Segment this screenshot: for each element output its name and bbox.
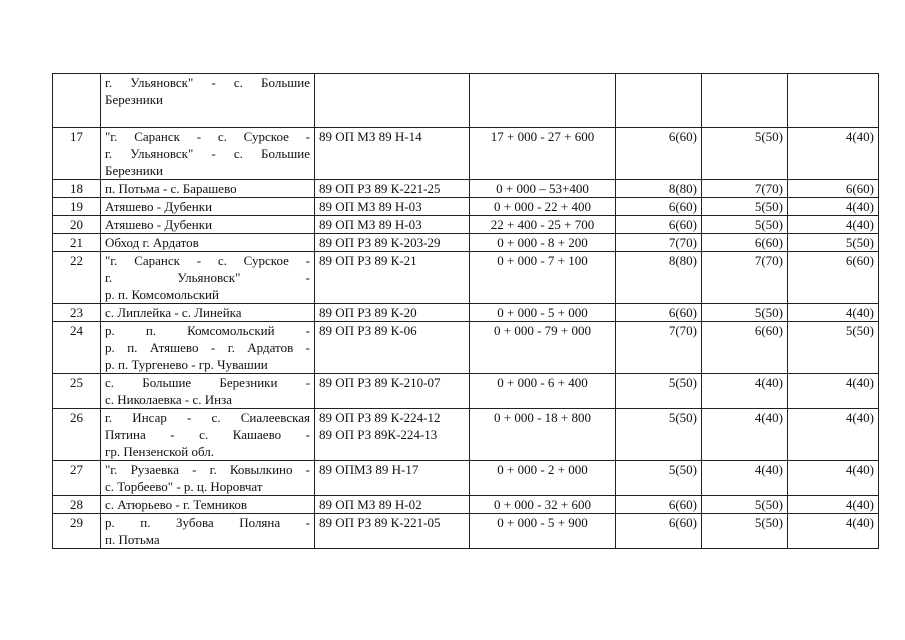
cell-road-name: [101, 409, 315, 461]
cell-road-code: [315, 198, 470, 216]
cell-value-2: 5(50): [702, 198, 788, 216]
cell-value-2: 5(50): [702, 216, 788, 234]
cell-road-code: [315, 216, 470, 234]
cell-value-1: 7(70): [616, 322, 702, 374]
cell-num: 27: [53, 461, 101, 496]
cell-num: 26: [53, 409, 101, 461]
road-code-line: 89 ОП РЗ 89 К-203-29: [319, 235, 441, 250]
cell-value-1: 6(60): [616, 496, 702, 514]
cell-km-range: 0 + 000 - 79 + 000: [470, 322, 616, 374]
cell-num: 18: [53, 180, 101, 198]
road-name-line: п. Потьма - с. Барашево: [105, 181, 237, 196]
cell-km-range: 0 + 000 - 6 + 400: [470, 374, 616, 409]
cell-value-1: [616, 74, 702, 128]
table-row: [53, 496, 879, 514]
cell-km-range: 0 + 000 - 5 + 900: [470, 514, 616, 549]
road-code-line: 89 ОП РЗ 89 К-06: [319, 323, 417, 338]
road-name-line: г. Ульяновск" - с. Большие: [105, 75, 310, 90]
cell-value-3: 4(40): [788, 128, 879, 180]
road-name-line: Атяшево - Дубенки: [105, 217, 213, 232]
road-code-line: 89 ОП РЗ 89 К-21: [319, 253, 417, 268]
road-name-line: Пятина - с. Кашаево -: [105, 427, 310, 442]
road-code-line: 89 ОП РЗ 89К-224-13: [319, 427, 438, 442]
cell-value-3: 4(40): [788, 216, 879, 234]
cell-km-range: 0 + 000 – 53+400: [470, 180, 616, 198]
cell-value-3: 4(40): [788, 374, 879, 409]
road-name-line: р. п. Тургенево - гр. Чувашии: [105, 357, 268, 372]
cell-value-2: 7(70): [702, 252, 788, 304]
cell-num: 28: [53, 496, 101, 514]
table-row: [53, 514, 879, 549]
road-name-line: р. п. Комсомольский: [105, 287, 219, 302]
road-name-line: Атяшево - Дубенки: [105, 199, 213, 214]
road-name-line: р. п. Зубова Поляна -: [105, 515, 310, 530]
cell-value-1: 8(80): [616, 252, 702, 304]
table-row: [53, 252, 879, 304]
cell-road-name: [101, 128, 315, 180]
cell-road-name: [101, 374, 315, 409]
cell-value-2: 4(40): [702, 461, 788, 496]
cell-num: 29: [53, 514, 101, 549]
cell-road-code: [315, 322, 470, 374]
cell-value-2: [702, 74, 788, 128]
road-name-line: Березники: [105, 163, 163, 178]
table-row: [53, 461, 879, 496]
cell-value-2: 6(60): [702, 322, 788, 374]
table-row: [53, 216, 879, 234]
cell-km-range: 22 + 400 - 25 + 700: [470, 216, 616, 234]
cell-value-1: 6(60): [616, 128, 702, 180]
cell-num: 24: [53, 322, 101, 374]
table-row: [53, 180, 879, 198]
cell-value-2: 5(50): [702, 304, 788, 322]
road-name-line: г. Ульяновск" -: [105, 270, 310, 285]
cell-value-1: 6(60): [616, 514, 702, 549]
cell-value-1: 5(50): [616, 461, 702, 496]
road-name-line: г. Ульяновск" - с. Большие: [105, 146, 310, 161]
cell-value-2: 5(50): [702, 514, 788, 549]
cell-num: 21: [53, 234, 101, 252]
table-row: [53, 322, 879, 374]
cell-value-3: 4(40): [788, 461, 879, 496]
cell-km-range: 0 + 000 - 32 + 600: [470, 496, 616, 514]
cell-road-name: [101, 216, 315, 234]
road-code-line: 89 ОП РЗ 89 К-221-25: [319, 181, 441, 196]
cell-value-2: 4(40): [702, 374, 788, 409]
cell-km-range: 0 + 000 - 5 + 000: [470, 304, 616, 322]
cell-km-range: 0 + 000 - 7 + 100: [470, 252, 616, 304]
cell-value-1: 5(50): [616, 374, 702, 409]
cell-road-name: [101, 304, 315, 322]
cell-num: 19: [53, 198, 101, 216]
cell-road-name: [101, 198, 315, 216]
table-row: [53, 409, 879, 461]
cell-road-name: [101, 74, 315, 128]
cell-road-code: [315, 374, 470, 409]
road-name-line: с. Большие Березники -: [105, 375, 310, 390]
cell-num: 22: [53, 252, 101, 304]
road-name-line: р. п. Атяшево - г. Ардатов -: [105, 340, 310, 355]
cell-value-3: 4(40): [788, 496, 879, 514]
cell-value-2: 6(60): [702, 234, 788, 252]
road-name-line: "г. Саранск - с. Сурское -: [105, 129, 310, 144]
cell-num: 25: [53, 374, 101, 409]
road-name-line: с. Николаевка - с. Инза: [105, 392, 233, 407]
cell-value-1: 6(60): [616, 198, 702, 216]
road-name-line: п. Потьма: [105, 532, 160, 547]
road-name-line: р. п. Комсомольский -: [105, 323, 310, 338]
cell-value-2: 5(50): [702, 496, 788, 514]
cell-road-code: [315, 514, 470, 549]
cell-value-3: 5(50): [788, 234, 879, 252]
cell-value-3: 4(40): [788, 409, 879, 461]
cell-value-1: 6(60): [616, 216, 702, 234]
cell-value-1: 7(70): [616, 234, 702, 252]
cell-road-code: [315, 252, 470, 304]
road-speed-table: [52, 73, 879, 549]
cell-road-name: [101, 252, 315, 304]
cell-value-3: 6(60): [788, 180, 879, 198]
cell-road-name: [101, 180, 315, 198]
cell-value-3: [788, 74, 879, 128]
cell-km-range: 0 + 000 - 18 + 800: [470, 409, 616, 461]
road-name-line: "г. Саранск - с. Сурское -: [105, 253, 310, 268]
cell-road-code: [315, 128, 470, 180]
road-code-line: 89 ОП РЗ 89 К-210-07: [319, 375, 441, 390]
cell-km-range: 17 + 000 - 27 + 600: [470, 128, 616, 180]
cell-km-range: [470, 74, 616, 128]
cell-road-name: [101, 322, 315, 374]
cell-km-range: 0 + 000 - 22 + 400: [470, 198, 616, 216]
table-row: [53, 128, 879, 180]
cell-road-name: [101, 496, 315, 514]
road-name-line: г. Инсар - с. Сиалеевская: [105, 410, 310, 425]
road-code-line: 89 ОП РЗ 89 К-221-05: [319, 515, 441, 530]
cell-num: 23: [53, 304, 101, 322]
cell-value-3: 6(60): [788, 252, 879, 304]
cell-road-code: [315, 496, 470, 514]
cell-road-code: [315, 74, 470, 128]
cell-num: 17: [53, 128, 101, 180]
road-code-line: 89 ОПМЗ 89 Н-17: [319, 462, 419, 477]
cell-road-name: [101, 514, 315, 549]
road-name-line: Березники: [105, 92, 163, 107]
road-name-line: с. Липлейка - с. Линейка: [105, 305, 242, 320]
cell-value-3: 4(40): [788, 198, 879, 216]
road-name-line: с. Атюрьево - г. Темников: [105, 497, 247, 512]
cell-value-3: 5(50): [788, 322, 879, 374]
cell-km-range: 0 + 000 - 2 + 000: [470, 461, 616, 496]
cell-num: [53, 74, 101, 128]
road-code-line: 89 ОП МЗ 89 Н-03: [319, 217, 422, 232]
cell-road-name: [101, 234, 315, 252]
cell-value-1: 8(80): [616, 180, 702, 198]
cell-value-1: 6(60): [616, 304, 702, 322]
table-row-continuation: [53, 74, 879, 128]
cell-value-2: 7(70): [702, 180, 788, 198]
table-row: [53, 374, 879, 409]
cell-road-code: [315, 304, 470, 322]
road-name-line: гр. Пензенской обл.: [105, 444, 214, 459]
cell-value-3: 4(40): [788, 514, 879, 549]
cell-value-3: 4(40): [788, 304, 879, 322]
road-code-line: 89 ОП РЗ 89 К-20: [319, 305, 417, 320]
table-body: [53, 74, 879, 549]
cell-num: 20: [53, 216, 101, 234]
cell-road-code: [315, 409, 470, 461]
table-row: [53, 304, 879, 322]
road-name-line: с. Торбеево" - р. ц. Норовчат: [105, 479, 263, 494]
road-name-line: "г. Рузаевка - г. Ковылкино -: [105, 462, 310, 477]
cell-road-code: [315, 234, 470, 252]
cell-value-1: 5(50): [616, 409, 702, 461]
cell-road-name: [101, 461, 315, 496]
road-code-line: 89 ОП МЗ 89 Н-03: [319, 199, 422, 214]
cell-value-2: 5(50): [702, 128, 788, 180]
road-code-line: 89 ОП МЗ 89 Н-02: [319, 497, 422, 512]
cell-value-2: 4(40): [702, 409, 788, 461]
road-code-line: 89 ОП РЗ 89 К-224-12: [319, 410, 441, 425]
cell-road-code: [315, 461, 470, 496]
road-name-line: Обход г. Ардатов: [105, 235, 199, 250]
table-row: [53, 198, 879, 216]
cell-road-code: [315, 180, 470, 198]
table-row: [53, 234, 879, 252]
road-code-line: 89 ОП МЗ 89 Н-14: [319, 129, 422, 144]
cell-km-range: 0 + 000 - 8 + 200: [470, 234, 616, 252]
